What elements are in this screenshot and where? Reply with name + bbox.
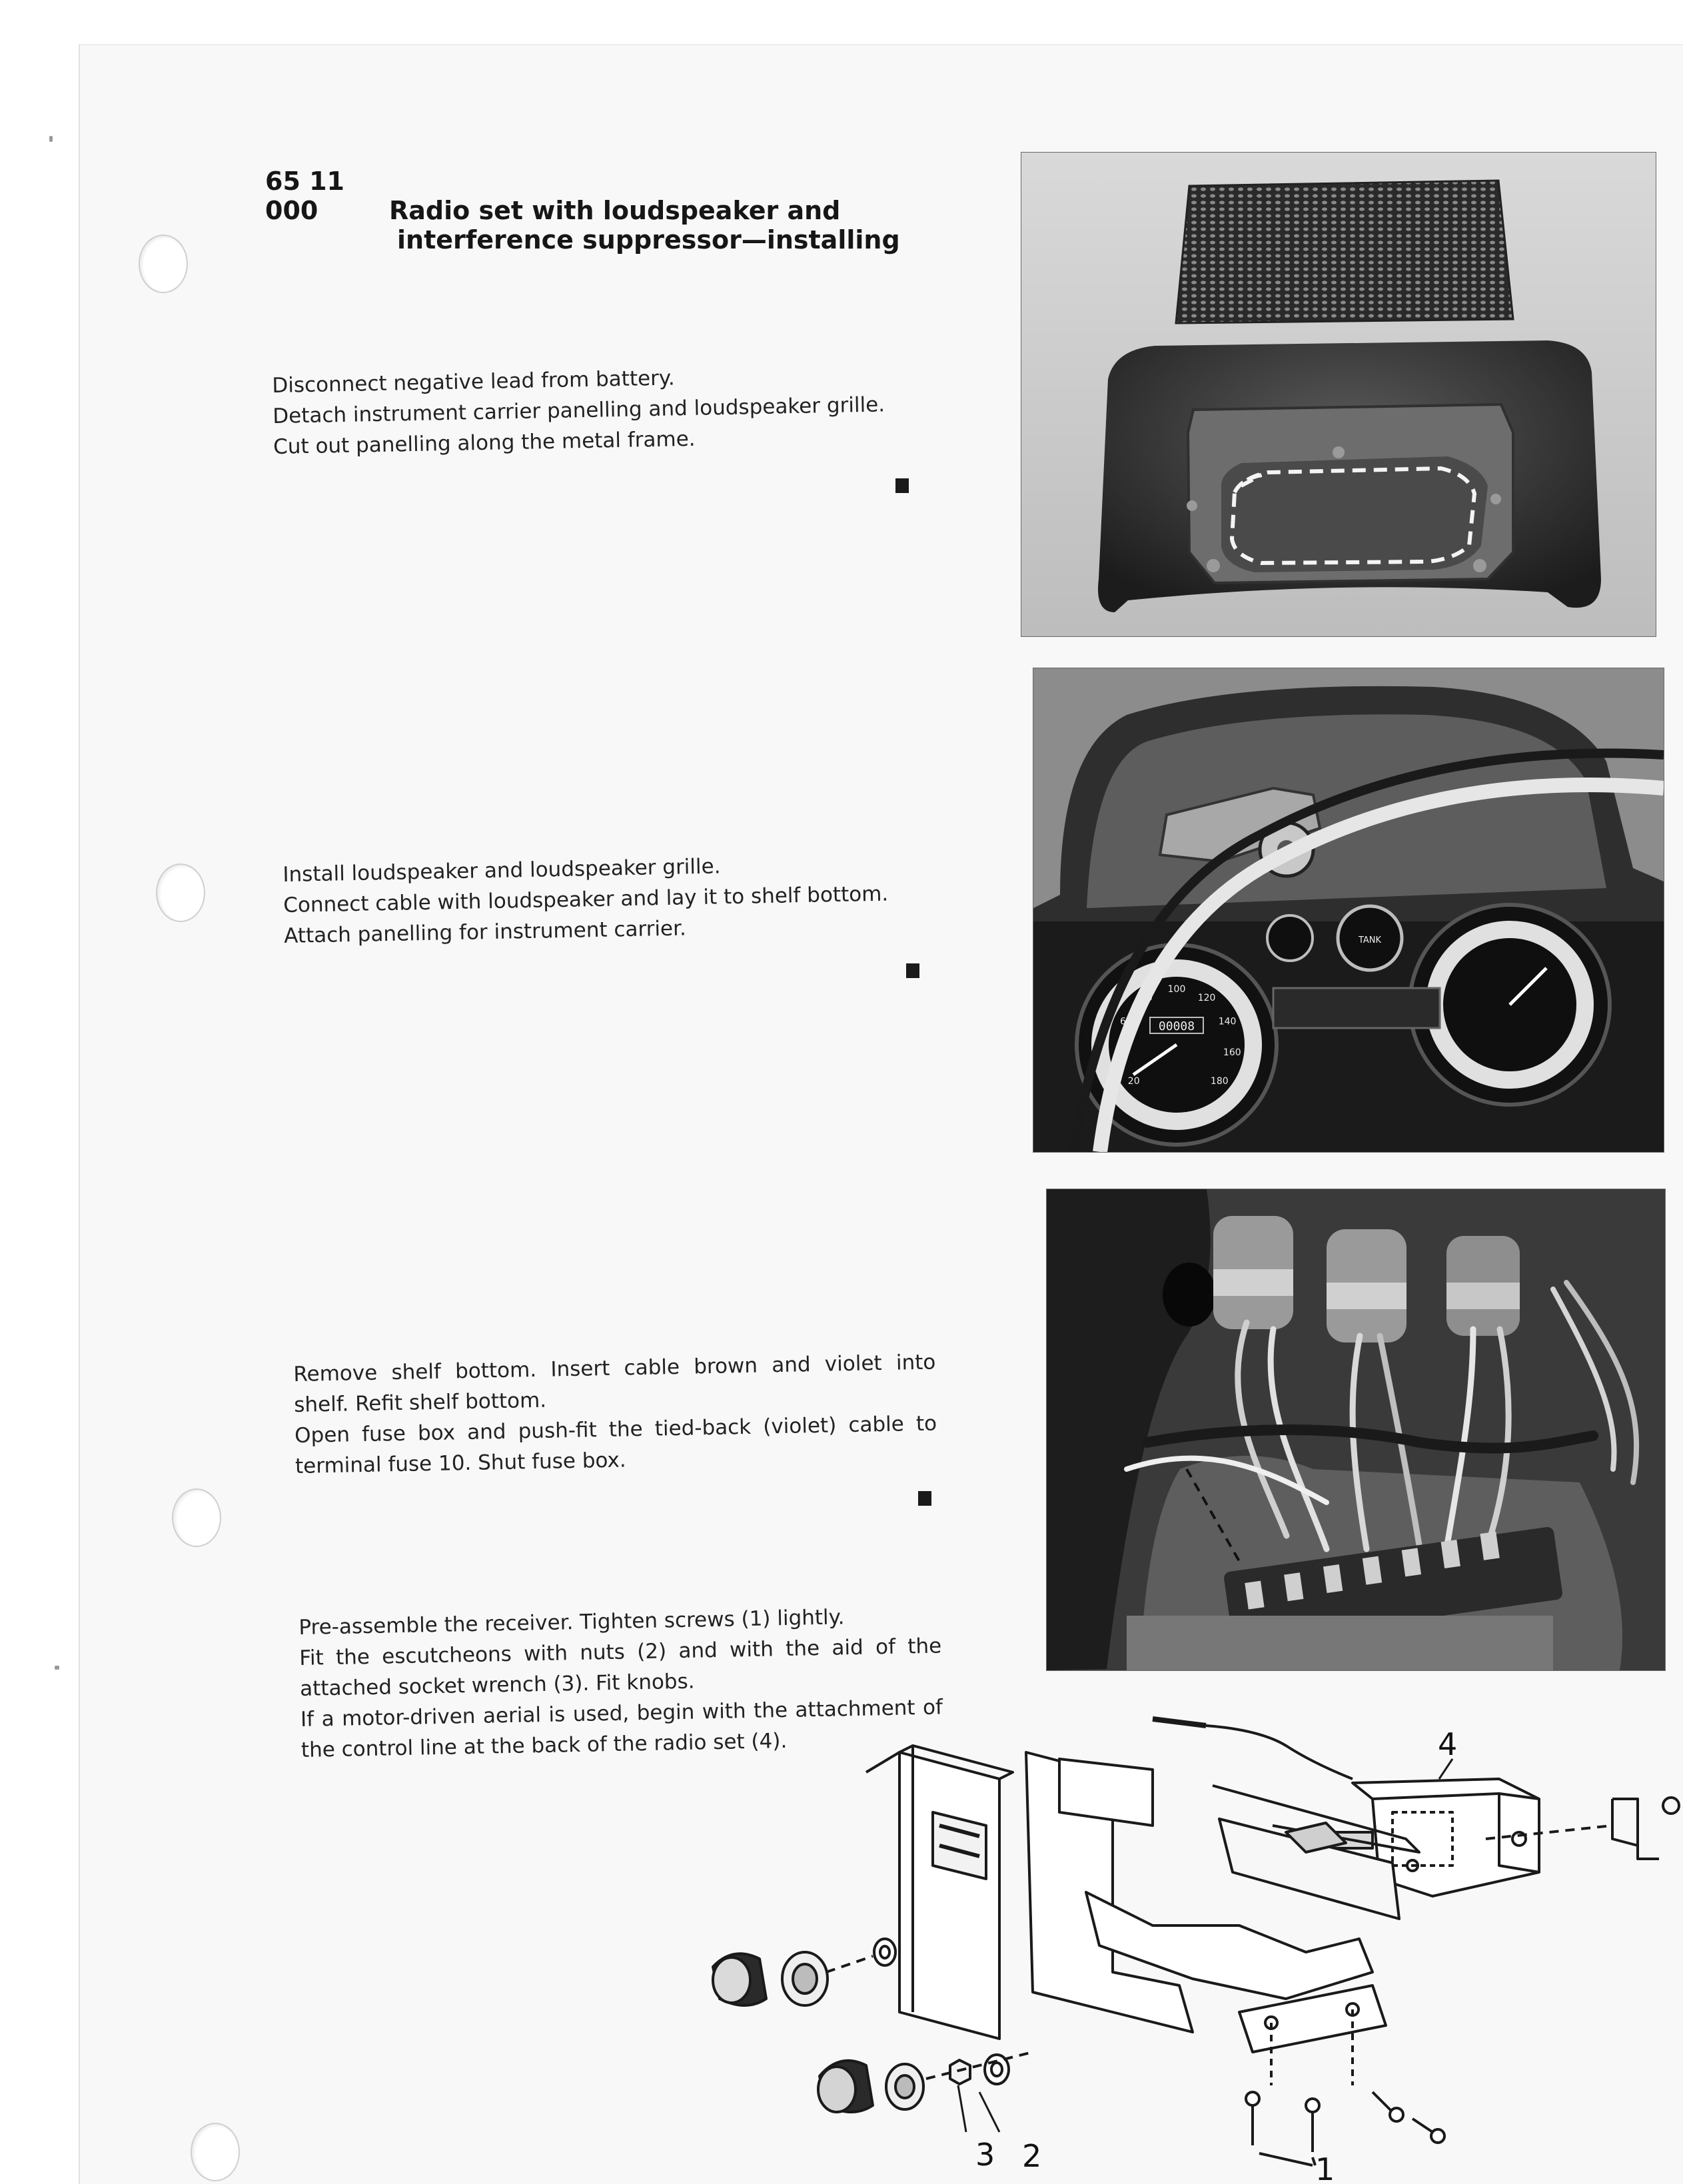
speedometer-tick-label: 140 bbox=[1218, 1016, 1237, 1027]
step-2-line-3: Attach panelling for instrument carrier. bbox=[283, 916, 687, 948]
section-number: 65 11 000 bbox=[265, 167, 344, 225]
exploded-diagram-radio-receiver bbox=[686, 1706, 1683, 2183]
step-1-line-1: Disconnect negative lead from battery. bbox=[272, 366, 675, 398]
paper-speck bbox=[55, 1666, 59, 1670]
binder-hole-lower bbox=[172, 1488, 221, 1547]
page-heading bbox=[265, 167, 900, 255]
paper-speck bbox=[49, 136, 53, 142]
step-2-end-mark bbox=[906, 963, 919, 978]
binder-hole-bottom bbox=[191, 2123, 240, 2181]
callout-3: 3 bbox=[975, 2137, 995, 2173]
speedometer-tick-label: 80 bbox=[1140, 993, 1153, 1004]
speedometer-tick-label: 20 bbox=[1127, 1076, 1140, 1087]
step-1-line-3: Cut out panelling along the metal frame. bbox=[273, 426, 696, 459]
step-2-text bbox=[282, 847, 937, 951]
speedometer-tick-label: 40 bbox=[1115, 1047, 1127, 1058]
heading-title-line1: Radio set with loudspeaker and bbox=[389, 196, 841, 225]
step-1-end-mark bbox=[895, 478, 909, 493]
speedometer-tick-label: 120 bbox=[1197, 993, 1216, 1004]
callout-4: 4 bbox=[1438, 1726, 1458, 1762]
step-3-text bbox=[293, 1347, 937, 1481]
step-4-line-1: Pre-assemble the receiver. Tighten screws (1) lightly. bbox=[298, 1605, 845, 1640]
tank-gauge-label: TANK bbox=[1358, 935, 1382, 945]
step-2-line-2: Connect cable with loudspeaker and lay it to shelf bottom. bbox=[282, 881, 889, 917]
speedometer-tick-label: 60 bbox=[1119, 1016, 1132, 1027]
speedometer-tick-label: 180 bbox=[1210, 1076, 1229, 1087]
speedometer-tick-label: 160 bbox=[1223, 1047, 1241, 1058]
step-2-line-1: Install loudspeaker and loudspeaker grille. bbox=[282, 854, 721, 887]
odometer-readout: 00008 bbox=[1158, 1019, 1195, 1033]
step-1-line-2: Detach instrument carrier panelling and loudspeaker grille. bbox=[272, 392, 885, 428]
binder-hole-middle bbox=[156, 863, 205, 922]
step-1-text bbox=[272, 358, 926, 462]
speedometer-tick-label: 100 bbox=[1167, 984, 1186, 995]
step-3-line-2: Open fuse box and push-fit the tied-back (violet) cable to terminal fuse 10. Shut fuse box. bbox=[294, 1411, 937, 1478]
step-3-line-1: Remove shelf bottom. Insert cable brown and violet into shelf. Refit shelf bottom. bbox=[293, 1350, 936, 1417]
photo-loudspeaker-installed-dashboard bbox=[1033, 668, 1664, 1153]
step-4-line-2: Fit the escutcheons with nuts (2) and with the aid of the attached socket wrench (3). Fit knobs. bbox=[298, 1634, 942, 1701]
callout-1: 1 bbox=[1315, 2151, 1335, 2183]
binder-hole-top bbox=[139, 235, 188, 293]
step-3-end-mark bbox=[918, 1491, 931, 1506]
heading-title-line2: interference suppressor—installing bbox=[397, 225, 900, 255]
photo-fuse-box-wiring bbox=[1046, 1189, 1666, 1671]
photo-instrument-panelling-cutout bbox=[1021, 152, 1656, 637]
callout-2: 2 bbox=[1022, 2138, 1042, 2174]
step-4-line-3: If a motor-driven aerial is used, begin with the attachment of the control line at the back of the radio set (4). bbox=[300, 1695, 943, 1762]
